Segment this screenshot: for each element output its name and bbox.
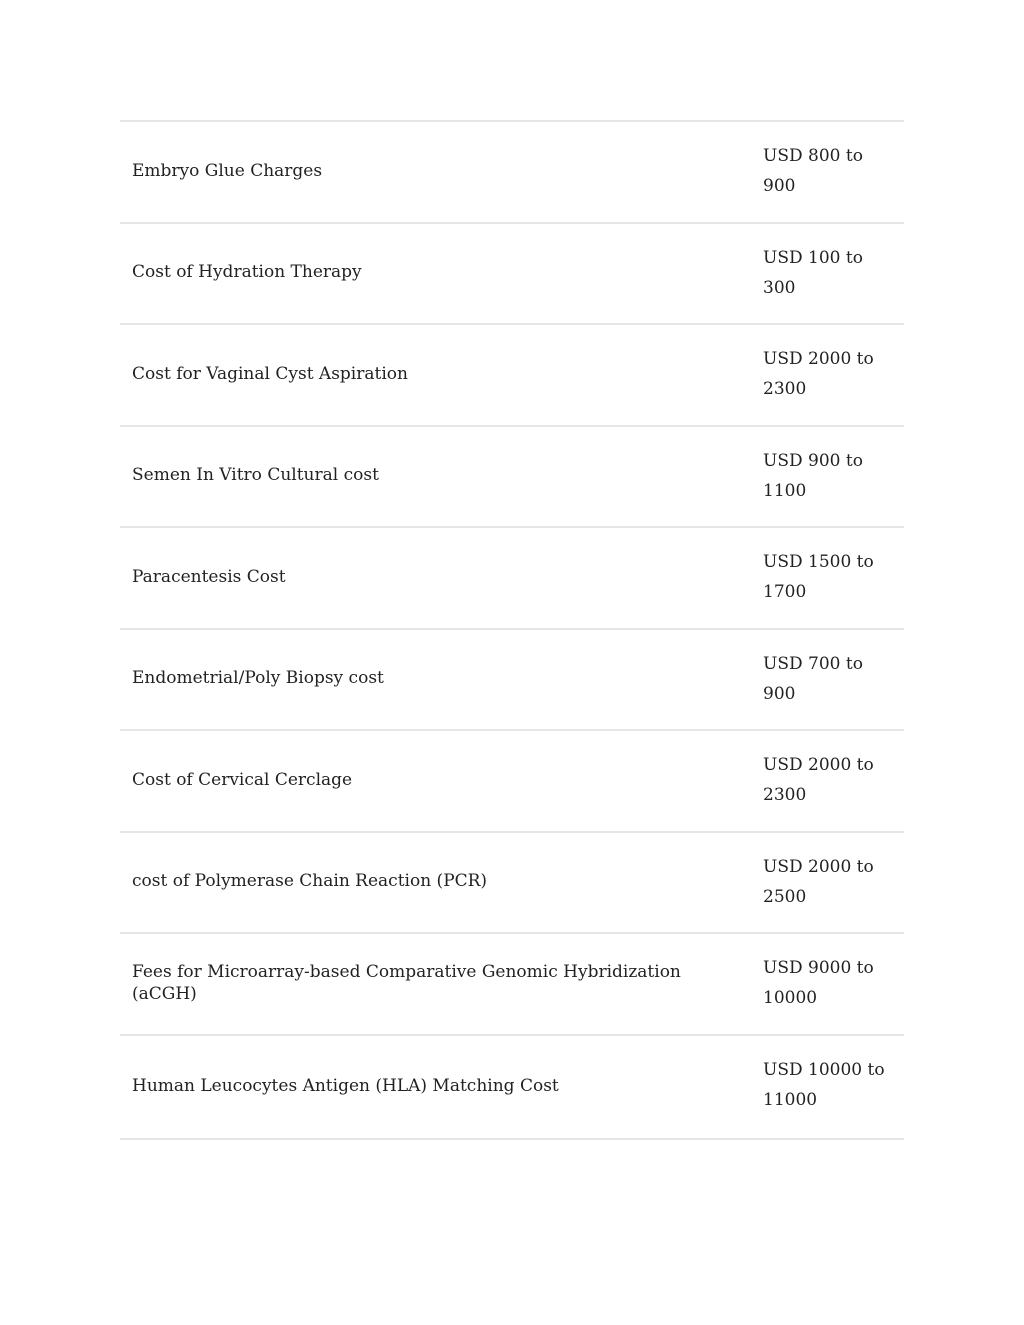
price-range-end: 2300 <box>763 379 807 399</box>
price-range-start: USD 800 to <box>763 146 863 166</box>
procedure-price <box>763 1055 898 1115</box>
table-row <box>120 122 904 224</box>
table-row <box>120 427 904 529</box>
procedure-name: Cost of Cervical Cerclage <box>132 769 353 790</box>
price-table <box>120 120 904 1140</box>
price-range-end: 2500 <box>763 886 807 907</box>
procedure-price <box>763 649 898 709</box>
price-range-end: 1100 <box>763 480 807 501</box>
procedure-price <box>763 243 898 303</box>
price-range-start: USD 10000 to <box>763 1059 885 1080</box>
price-range-end: 11000 <box>763 1089 818 1110</box>
procedure-price <box>763 852 898 912</box>
price-range-end: 900 <box>763 683 796 704</box>
price-range-start: USD 2000 to <box>763 349 874 369</box>
table-row <box>120 934 904 1036</box>
price-range-start: USD 2000 to <box>763 856 874 877</box>
price-range-start: USD 1500 to <box>763 552 874 572</box>
procedure-name: Cost for Vaginal Cyst Aspiration <box>132 363 408 384</box>
procedure-name: Human Leucocytes Antigen (HLA) Matching Cost <box>132 1075 559 1096</box>
procedure-price <box>763 953 898 1013</box>
price-range-end: 900 <box>763 176 796 196</box>
price-range-end: 1700 <box>763 582 807 602</box>
price-range-start: USD 9000 to <box>763 958 874 978</box>
procedure-name: Endometrial/Poly Biopsy cost <box>132 668 384 689</box>
procedure-price <box>763 547 898 607</box>
table-row <box>120 224 904 326</box>
price-range-end: 2300 <box>763 785 807 805</box>
table-row <box>120 731 904 833</box>
procedure-name: cost of Polymerase Chain Reaction (PCR) <box>132 871 488 892</box>
procedure-name: Embryo Glue Charges <box>132 160 323 181</box>
table-row <box>120 325 904 427</box>
procedure-name: Paracentesis Cost <box>132 566 286 587</box>
price-range-end: 10000 <box>763 988 818 1008</box>
procedure-price <box>763 344 898 404</box>
procedure-price <box>763 446 898 506</box>
price-range-end: 300 <box>763 277 796 298</box>
table-row <box>120 833 904 935</box>
table-row <box>120 528 904 630</box>
price-range-start: USD 900 to <box>763 450 863 471</box>
price-range-start: USD 100 to <box>763 247 863 268</box>
procedure-name: Cost of Hydration Therapy <box>132 262 362 283</box>
procedure-price <box>763 141 898 201</box>
table-row <box>120 630 904 732</box>
table-row <box>120 1036 904 1140</box>
procedure-name: Semen In Vitro Cultural cost <box>132 465 379 486</box>
price-range-start: USD 2000 to <box>763 755 874 775</box>
price-range-start: USD 700 to <box>763 653 863 674</box>
procedure-name: Fees for Microarray-based Comparative Genomic Hybridization (aCGH) <box>132 961 681 1004</box>
procedure-price <box>763 750 898 810</box>
